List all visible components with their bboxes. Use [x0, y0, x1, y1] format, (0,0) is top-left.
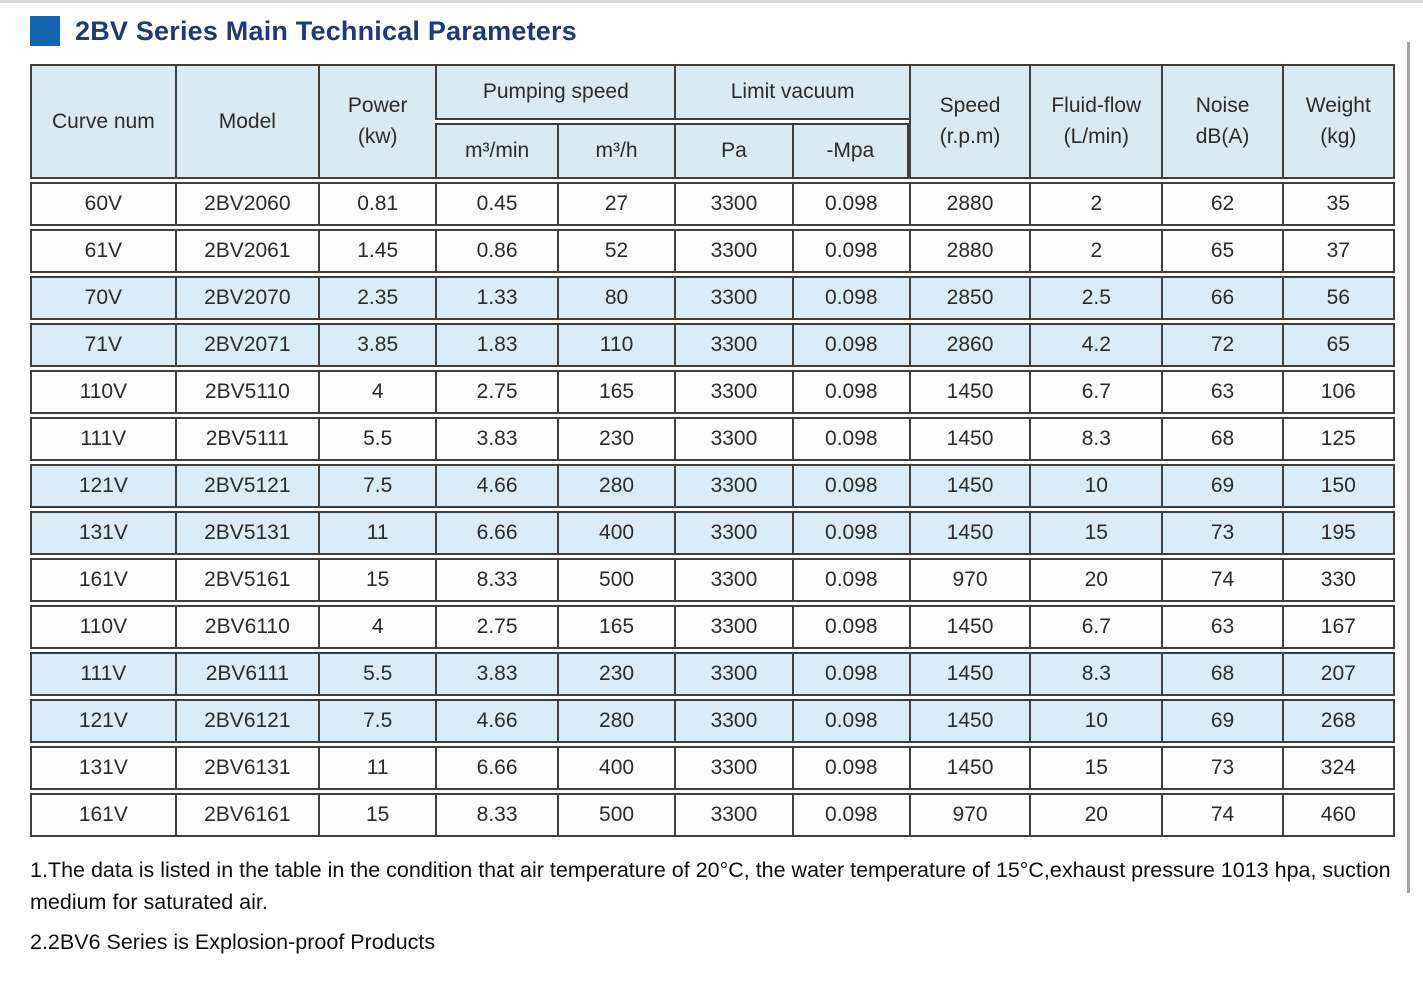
header-line: dB(A): [1195, 124, 1250, 148]
cell-m3min: 2.75: [435, 370, 556, 414]
cell-noise: 73: [1161, 511, 1281, 555]
cell-model: 2BV5131: [175, 511, 318, 555]
header-line: Weight: [1305, 94, 1371, 118]
cell-power: 5.5: [318, 417, 435, 461]
cell-speed: 1450: [909, 511, 1029, 555]
cell-m3min: 6.66: [435, 511, 556, 555]
cell-weight: 330: [1282, 558, 1395, 602]
cell-m3h: 400: [557, 511, 674, 555]
table-row: [30, 511, 1395, 555]
cell-pa: 3300: [674, 417, 791, 461]
cell-weight: 37: [1282, 229, 1395, 273]
cell-fluid: 15: [1029, 746, 1161, 790]
blue-square-bullet-icon: [30, 16, 60, 46]
cell-weight: 65: [1282, 323, 1395, 367]
cell-speed: 2860: [909, 323, 1029, 367]
table-row: [30, 370, 1395, 414]
cell-model: 2BV2071: [175, 323, 318, 367]
cell-m3h: 400: [557, 746, 674, 790]
cell-weight: 150: [1282, 464, 1395, 508]
cell-noise: 74: [1161, 558, 1281, 602]
cell-pa: 3300: [674, 370, 791, 414]
table-row: [30, 699, 1395, 743]
cell-fluid: 4.2: [1029, 323, 1161, 367]
col-header-fluid-flow: [1029, 64, 1161, 179]
table-row: [30, 746, 1395, 790]
header-line: (kg): [1320, 124, 1357, 148]
cell-m3min: 4.66: [435, 699, 556, 743]
cell-curve-num: 131V: [30, 746, 175, 790]
cell-curve-num: 110V: [30, 605, 175, 649]
cell-fluid: 8.3: [1029, 652, 1161, 696]
cell-power: 0.81: [318, 182, 435, 226]
cell-speed: 2880: [909, 229, 1029, 273]
cell-speed: 970: [909, 793, 1029, 837]
cell-fluid: 20: [1029, 793, 1161, 837]
cell-curve-num: 121V: [30, 699, 175, 743]
page-title: 2BV Series Main Technical Parameters: [75, 15, 577, 46]
cell-model: 2BV5110: [175, 370, 318, 414]
cell-curve-num: 131V: [30, 511, 175, 555]
table-row: [30, 605, 1395, 649]
cell-noise: 68: [1161, 652, 1281, 696]
cell-noise: 66: [1161, 276, 1281, 320]
cell-model: 2BV6121: [175, 699, 318, 743]
cell-curve-num: 71V: [30, 323, 175, 367]
cell-mpa: 0.098: [792, 746, 909, 790]
cell-m3min: 2.75: [435, 605, 556, 649]
cell-curve-num: 60V: [30, 182, 175, 226]
table-header: [30, 64, 1395, 179]
cell-model: 2BV6110: [175, 605, 318, 649]
cell-fluid: 6.7: [1029, 370, 1161, 414]
table-row: [30, 652, 1395, 696]
cell-mpa: 0.098: [792, 699, 909, 743]
header-line: (r.p.m): [939, 124, 1001, 148]
cell-m3min: 8.33: [435, 793, 556, 837]
cell-speed: 1450: [909, 699, 1029, 743]
header-line: (L/min): [1063, 124, 1129, 148]
header-row-top: [30, 64, 1395, 120]
col-header-weight: [1282, 64, 1395, 179]
cell-speed: 1450: [909, 652, 1029, 696]
cell-curve-num: 110V: [30, 370, 175, 414]
cell-fluid: 6.7: [1029, 605, 1161, 649]
cell-mpa: 0.098: [792, 652, 909, 696]
cell-speed: 1450: [909, 746, 1029, 790]
cell-m3h: 110: [557, 323, 674, 367]
cell-weight: 207: [1282, 652, 1395, 696]
cell-model: 2BV6111: [175, 652, 318, 696]
cell-model: 2BV6131: [175, 746, 318, 790]
cell-noise: 74: [1161, 793, 1281, 837]
header-line: (kw): [357, 124, 398, 148]
cell-power: 7.5: [318, 699, 435, 743]
cell-fluid: 2.5: [1029, 276, 1161, 320]
table-row: [30, 464, 1395, 508]
cell-weight: 268: [1282, 699, 1395, 743]
col-header-curve-num: Curve num: [30, 64, 175, 179]
cell-fluid: 8.3: [1029, 417, 1161, 461]
cell-mpa: 0.098: [792, 276, 909, 320]
cell-m3min: 3.83: [435, 417, 556, 461]
cell-noise: 72: [1161, 323, 1281, 367]
cell-speed: 1450: [909, 417, 1029, 461]
cell-power: 2.35: [318, 276, 435, 320]
cell-m3min: 0.86: [435, 229, 556, 273]
cell-power: 1.45: [318, 229, 435, 273]
cell-model: 2BV2061: [175, 229, 318, 273]
col-header-m3min: m³/min: [435, 123, 556, 179]
cell-mpa: 0.098: [792, 370, 909, 414]
cell-m3h: 280: [557, 699, 674, 743]
cell-pa: 3300: [674, 323, 791, 367]
cell-power: 5.5: [318, 652, 435, 696]
cell-weight: 167: [1282, 605, 1395, 649]
cell-pa: 3300: [674, 652, 791, 696]
cell-pa: 3300: [674, 746, 791, 790]
cell-fluid: 20: [1029, 558, 1161, 602]
cell-m3h: 500: [557, 558, 674, 602]
col-header-pumping-speed: Pumping speed: [435, 64, 674, 120]
cell-m3h: 27: [557, 182, 674, 226]
table-row: [30, 417, 1395, 461]
cell-mpa: 0.098: [792, 323, 909, 367]
cell-power: 7.5: [318, 464, 435, 508]
cell-curve-num: 111V: [30, 417, 175, 461]
cell-mpa: 0.098: [792, 511, 909, 555]
cell-fluid: 15: [1029, 511, 1161, 555]
cell-fluid: 10: [1029, 464, 1161, 508]
cell-pa: 3300: [674, 793, 791, 837]
cell-m3min: 4.66: [435, 464, 556, 508]
cell-curve-num: 61V: [30, 229, 175, 273]
cell-pa: 3300: [674, 182, 791, 226]
cell-weight: 195: [1282, 511, 1395, 555]
cell-noise: 65: [1161, 229, 1281, 273]
cell-weight: 35: [1282, 182, 1395, 226]
cell-m3min: 6.66: [435, 746, 556, 790]
section-title-row: [30, 14, 1395, 48]
cell-model: 2BV2060: [175, 182, 318, 226]
cell-power: 11: [318, 511, 435, 555]
cell-curve-num: 161V: [30, 793, 175, 837]
cell-mpa: 0.098: [792, 793, 909, 837]
col-header-speed: [909, 64, 1029, 179]
cell-speed: 1450: [909, 370, 1029, 414]
cell-m3h: 230: [557, 652, 674, 696]
cell-mpa: 0.098: [792, 464, 909, 508]
cell-m3h: 165: [557, 370, 674, 414]
cell-curve-num: 70V: [30, 276, 175, 320]
footnote-1: 1.The data is listed in the table in the condition that air temperature of 20°C, the water temperature of 15°C,exhaust pressure 1013 hpa, suction medium for saturated air.: [30, 858, 1391, 915]
cell-m3h: 80: [557, 276, 674, 320]
cell-weight: 460: [1282, 793, 1395, 837]
cell-mpa: 0.098: [792, 182, 909, 226]
header-line: Speed: [939, 94, 1001, 118]
cell-m3h: 280: [557, 464, 674, 508]
col-header-mpa: -Mpa: [792, 123, 909, 179]
cell-speed: 1450: [909, 605, 1029, 649]
cell-noise: 68: [1161, 417, 1281, 461]
header-line: Noise: [1195, 94, 1250, 118]
cell-speed: 970: [909, 558, 1029, 602]
col-header-limit-vacuum: Limit vacuum: [674, 64, 909, 120]
cell-fluid: 10: [1029, 699, 1161, 743]
cell-power: 3.85: [318, 323, 435, 367]
cell-speed: 2850: [909, 276, 1029, 320]
header-line: Fluid-flow: [1051, 94, 1142, 118]
cell-mpa: 0.098: [792, 605, 909, 649]
cell-mpa: 0.098: [792, 417, 909, 461]
col-header-model: Model: [175, 64, 318, 179]
col-header-m3h: m³/h: [557, 123, 674, 179]
table-body: [30, 182, 1395, 837]
table-row: [30, 323, 1395, 367]
col-header-power: [318, 64, 435, 179]
cell-pa: 3300: [674, 605, 791, 649]
header-line: Power: [347, 94, 408, 118]
cell-curve-num: 121V: [30, 464, 175, 508]
cell-fluid: 2: [1029, 229, 1161, 273]
cell-m3h: 52: [557, 229, 674, 273]
technical-parameters-table: [30, 61, 1395, 840]
table-row: [30, 182, 1395, 226]
cell-model: 2BV2070: [175, 276, 318, 320]
table-row: [30, 229, 1395, 273]
cell-m3h: 230: [557, 417, 674, 461]
cell-noise: 62: [1161, 182, 1281, 226]
cell-model: 2BV5111: [175, 417, 318, 461]
cell-m3min: 3.83: [435, 652, 556, 696]
cell-pa: 3300: [674, 229, 791, 273]
cell-weight: 106: [1282, 370, 1395, 414]
table-row: [30, 558, 1395, 602]
cell-model: 2BV5161: [175, 558, 318, 602]
cell-speed: 1450: [909, 464, 1029, 508]
col-header-pa: Pa: [674, 123, 791, 179]
cell-pa: 3300: [674, 699, 791, 743]
cell-power: 11: [318, 746, 435, 790]
cell-m3min: 1.33: [435, 276, 556, 320]
cell-speed: 2880: [909, 182, 1029, 226]
cell-pa: 3300: [674, 558, 791, 602]
cell-model: 2BV6161: [175, 793, 318, 837]
cell-weight: 56: [1282, 276, 1395, 320]
cell-noise: 63: [1161, 605, 1281, 649]
cell-pa: 3300: [674, 511, 791, 555]
table-row: [30, 793, 1395, 837]
cell-m3h: 500: [557, 793, 674, 837]
table-row: [30, 276, 1395, 320]
cell-m3min: 0.45: [435, 182, 556, 226]
cell-power: 15: [318, 793, 435, 837]
footnotes: [30, 854, 1400, 958]
cell-curve-num: 161V: [30, 558, 175, 602]
cell-pa: 3300: [674, 464, 791, 508]
footnote-2: 2.2BV6 Series is Explosion-proof Products: [30, 929, 436, 954]
cell-pa: 3300: [674, 276, 791, 320]
cell-m3min: 1.83: [435, 323, 556, 367]
col-header-noise: [1161, 64, 1281, 179]
cell-m3min: 8.33: [435, 558, 556, 602]
cell-m3h: 165: [557, 605, 674, 649]
cell-mpa: 0.098: [792, 558, 909, 602]
cell-power: 4: [318, 605, 435, 649]
cell-noise: 69: [1161, 699, 1281, 743]
cell-weight: 324: [1282, 746, 1395, 790]
cell-weight: 125: [1282, 417, 1395, 461]
cell-noise: 69: [1161, 464, 1281, 508]
cell-noise: 63: [1161, 370, 1281, 414]
cell-fluid: 2: [1029, 182, 1161, 226]
cell-power: 15: [318, 558, 435, 602]
cell-curve-num: 111V: [30, 652, 175, 696]
cell-model: 2BV5121: [175, 464, 318, 508]
cell-noise: 73: [1161, 746, 1281, 790]
cell-power: 4: [318, 370, 435, 414]
cell-mpa: 0.098: [792, 229, 909, 273]
